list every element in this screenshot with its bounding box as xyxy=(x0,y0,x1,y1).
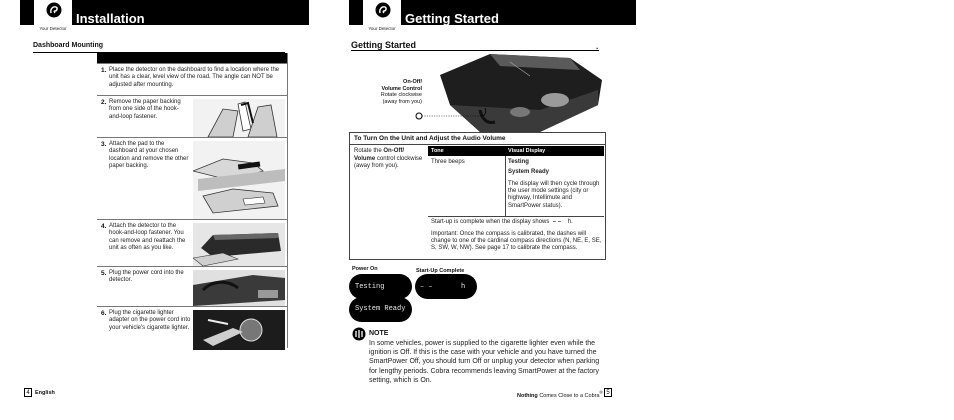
note-info-icon xyxy=(352,327,366,341)
callout-sub-line2: (away from you) xyxy=(382,98,422,105)
intro-bold-2: Volume xyxy=(354,155,376,162)
table-rule xyxy=(350,144,605,145)
footer-text: Comes Close to a Cobra xyxy=(539,392,600,399)
badge-text: Your Detector xyxy=(368,26,396,31)
page-title: Installation xyxy=(76,11,145,26)
table-row-divider xyxy=(428,216,604,217)
page-title: Getting Started xyxy=(405,11,499,26)
step-number: 6. xyxy=(101,310,107,317)
badge-text: Your Detector xyxy=(39,26,67,31)
step-text: Plug the power cord into the detector. xyxy=(109,270,184,284)
step-text: Plug the cigarette lighter adapter on the power cord into your vehicle's cigarette lighter. xyxy=(109,310,191,331)
left-footer-language: English xyxy=(35,390,55,396)
step-6 xyxy=(97,306,287,350)
important-text: Important: Once the compass is calibrated, the dashes will change to one of the cardinal compass directions (N, NE, E, SE, S, SW, W, NW). See page 17 to calibrate the compass. xyxy=(431,231,602,252)
attach-detector-illustration xyxy=(193,223,285,266)
col-tone-header: Tone xyxy=(431,148,444,154)
footer-bold: Nothing xyxy=(517,392,538,399)
step-text: Attach the pad to the dashboard at your chosen location and remove the other paper backing. xyxy=(109,141,189,170)
callout-sub-line1: Rotate clockwise xyxy=(380,92,422,98)
callout-title-line1: On-Off/ xyxy=(403,79,422,85)
startup-complete-label: Start-Up Complete xyxy=(416,268,465,274)
display-system-ready-text: System Ready xyxy=(355,305,406,313)
peel-backing-illustration xyxy=(193,99,285,137)
right-header-bar xyxy=(349,0,636,31)
step-1 xyxy=(97,63,287,95)
left-header-bar xyxy=(20,0,309,31)
display-dashes: – – xyxy=(420,283,433,291)
step-number: 5. xyxy=(101,270,107,277)
steps-right-border xyxy=(287,53,288,348)
step-number: 4. xyxy=(101,223,107,230)
cigarette-lighter-illustration xyxy=(193,310,285,350)
tone-value: Three beeps xyxy=(431,159,465,165)
display-startup-complete xyxy=(415,274,477,299)
step-number: 3. xyxy=(101,141,107,148)
column-divider xyxy=(505,156,506,216)
table-title: To Turn On the Unit and Adjust the Audio Volume xyxy=(354,135,506,142)
visual-description: The display will then cycle through the user mode settings (city or highway, Intellimute and SmartPower status). xyxy=(508,181,600,209)
turn-on-table xyxy=(349,132,606,260)
step-4 xyxy=(97,219,287,266)
cobra-logo-icon xyxy=(46,2,62,18)
callout-title-line2: Volume Control xyxy=(381,85,422,92)
left-page-number: 4 xyxy=(24,388,32,397)
table-intro xyxy=(354,148,424,171)
right-footer-tagline xyxy=(517,390,603,399)
right-page-number: 5 xyxy=(604,388,612,397)
intro-text-1: Rotate the xyxy=(354,148,384,154)
callout-leader-line xyxy=(415,108,493,124)
plug-power-cord-illustration xyxy=(193,270,285,306)
section-heading: Dashboard Mounting xyxy=(33,42,103,49)
display-testing-text: Testing xyxy=(355,283,385,291)
startup-h: h. xyxy=(567,219,573,225)
steps-header-bar xyxy=(97,53,287,63)
cobra-logo-icon xyxy=(375,2,391,18)
col-visual-header: Visual Display xyxy=(508,148,546,154)
visual-system-ready: System Ready xyxy=(508,169,550,175)
power-on-label: Power On xyxy=(352,266,378,272)
startup-text: Start-up is complete when the display shows xyxy=(431,219,550,225)
step-text: Remove the paper backing from one side of the hook-and-loop fastener. xyxy=(109,99,181,120)
heading-mark: . xyxy=(596,42,599,51)
display-system-ready xyxy=(349,297,412,322)
attach-pad-illustration xyxy=(193,141,285,219)
intro-text-2: control clockwise (away from you). xyxy=(354,155,423,170)
display-testing xyxy=(349,274,412,299)
step-5 xyxy=(97,266,287,306)
note-title: NOTE xyxy=(369,330,389,337)
visual-testing: Testing xyxy=(508,159,529,165)
startup-complete-text xyxy=(431,219,605,226)
step-number: 1. xyxy=(101,67,107,74)
step-2 xyxy=(97,95,287,137)
step-text: Attach the detector to the hook-and-loop fastener. You can remove and reattach the unit as often as you like. xyxy=(109,223,186,252)
startup-dashes: – – xyxy=(552,219,562,225)
step-3 xyxy=(97,137,287,219)
display-h: h xyxy=(461,283,466,291)
footer-registered: ® xyxy=(599,390,603,395)
intro-bold-1: On-Off/ xyxy=(383,148,405,154)
note-body: In some vehicles, power is supplied to the cigarette lighter even while the ignition is Off. If this is the case with your vehicle and you have turned the SmartPower Off, you should turn Off or unplug your detector when parking for lengthy periods. Cobra recommends leaving SmartPower at the factory setting, which is On. xyxy=(369,340,600,384)
your-detector-badge xyxy=(34,0,72,32)
section-heading: Getting Started xyxy=(351,40,417,50)
on-off-volume-callout xyxy=(360,79,422,105)
table-header-row xyxy=(428,146,604,156)
step-text: Place the detector on the dashboard to find a location where the unit has a clear, level view of the road. The angle can NOT be adjusted after mounting. xyxy=(109,67,280,88)
step-number: 2. xyxy=(101,99,107,106)
your-detector-badge xyxy=(363,0,401,32)
